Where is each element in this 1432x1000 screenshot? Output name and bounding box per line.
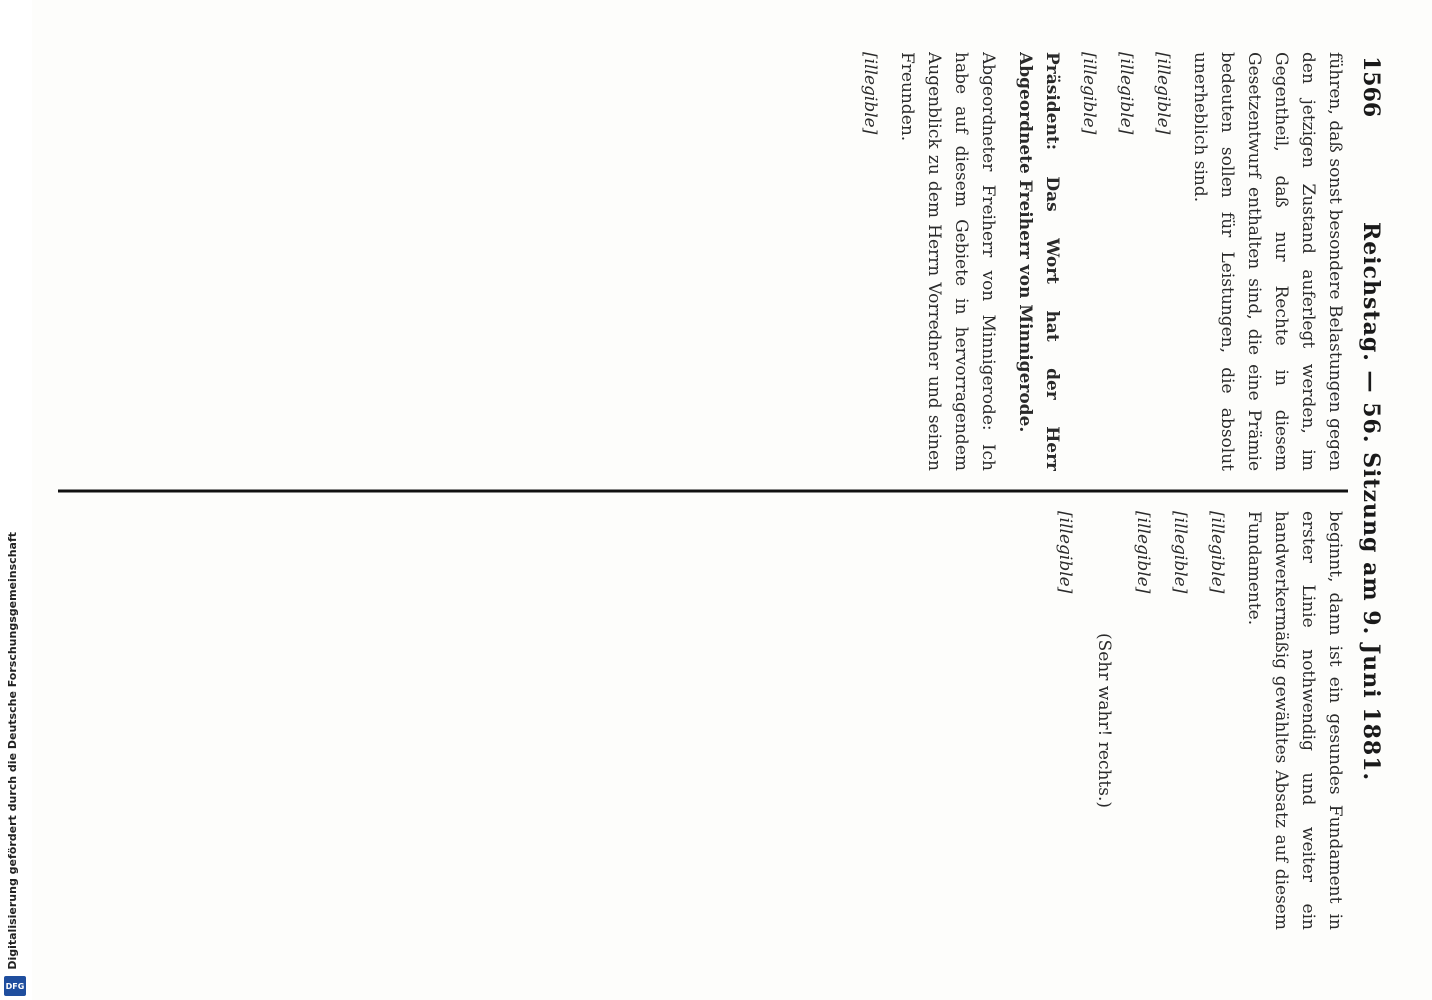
left-opening-paragraph: führen, daß sonst besondere Belastungen gegen den jetzigen Zustand auferlegt werden, im Gegentheil, daß nur Rechte in diesem Gesetzentwurf enthalten sind, die eine Prämie bedeuten sollen für Leistungen, die absolut unerheblich sind. <box>1190 52 1345 471</box>
president-speaker-line: Präsident: Das Wort hat der Herr Abgeordnete Freiherr von Minnigerode. <box>1015 52 1062 471</box>
applause-note: (Sehr wahr! rechts.) <box>1094 632 1114 809</box>
page-header <box>1348 52 1384 930</box>
page-number: 1566 <box>1358 56 1384 118</box>
page-title: Reichstag. — 56. Sitzung am 9. Juni 1881. <box>1358 222 1384 782</box>
right-opening-paragraph: beginnt, dann ist ein gesundes Fundament in erster Linie nothwendig und weiter ein handwerkermäßig gewähltes Absatz auf diesem Fundamente. <box>1244 511 1345 930</box>
right-column <box>58 511 1348 930</box>
left-paragraph: [illegible] <box>1153 52 1173 135</box>
left-paragraph: [illegible] <box>1079 52 1099 135</box>
digitization-margin <box>0 0 32 1000</box>
right-closing-paragraph: [illegible] <box>1055 511 1075 594</box>
dfg-logo-icon: DFG <box>4 976 26 996</box>
digitization-credit: Digitalisierung gefördert durch die Deutsche Forschungsgemeinschaft <box>6 532 19 970</box>
left-column <box>58 52 1348 471</box>
left-paragraph: [illegible] <box>1116 52 1136 135</box>
left-closing-paragraph: [illegible] <box>860 52 880 135</box>
text-columns <box>58 52 1348 930</box>
column-divider <box>58 490 1348 493</box>
right-paragraph: [illegible] <box>1133 511 1153 594</box>
right-paragraph: [illegible] <box>1170 511 1190 594</box>
speaker-reply-paragraph: Abgeordneter Freiherr von Minnigerode: Ich habe auf diesem Gebiete in hervorragendem Augenblick zu dem Herrn Vorredner und seinen Freunden. <box>897 52 998 471</box>
right-paragraph: [illegible] <box>1207 511 1227 594</box>
